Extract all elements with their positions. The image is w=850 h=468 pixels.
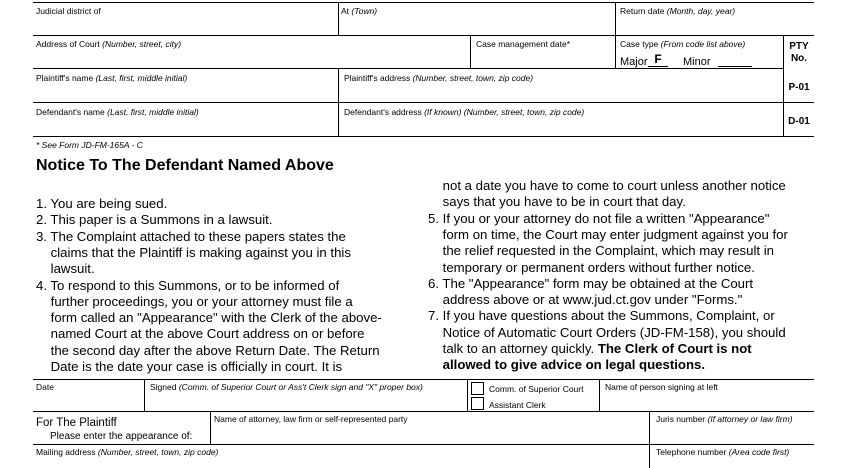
p01-code: P-01 xyxy=(788,82,810,93)
row3-bottom-line xyxy=(33,102,814,103)
bottom-top-line xyxy=(33,379,814,380)
attorney-name-label: Name of attorney, law firm or self-represented party xyxy=(214,414,408,424)
minor-field[interactable] xyxy=(718,53,752,67)
notice-line: 6. The "Appearance" form may be obtained at the Court xyxy=(428,275,754,291)
address-of-court-label: Address of Court (Number, street, city) xyxy=(36,39,182,49)
juris-number-field[interactable] xyxy=(650,424,813,443)
mailing-address-field[interactable] xyxy=(34,457,648,468)
date-field[interactable] xyxy=(34,392,143,410)
name-signing-label: Name of person signing at left xyxy=(605,382,718,392)
notice-line: 3. The Complaint attached to these papers states the xyxy=(36,228,346,244)
at-town-field[interactable] xyxy=(339,16,614,34)
signed-label: Signed (Comm. of Superior Court or Ass't Clerk sign and "X" proper box) xyxy=(150,382,423,392)
major-label: Major xyxy=(620,56,648,68)
judicial-district-field[interactable] xyxy=(34,16,337,34)
case-mgmt-date-label: Case management date* xyxy=(476,39,571,49)
notice-line: 7. If you have questions about the Summons, Complaint, or xyxy=(428,308,775,324)
defendant-name-field[interactable] xyxy=(34,117,337,135)
date-label: Date xyxy=(36,382,54,392)
notice-line: address above or at www.jud.ct.gov under "Forms." xyxy=(428,292,743,308)
notice-line: says that you have to be in court that day. xyxy=(428,194,686,210)
notice-line: form called an "Appearance" with the Clerk of the above- xyxy=(36,310,382,326)
notice-line: 5. If you or your attorney do not file a written "Appearance" xyxy=(428,210,770,226)
clerk-advice-bold-line: allowed to give advice on legal questions. xyxy=(428,357,706,373)
telephone-label: Telephone number (Area code first) xyxy=(656,447,790,457)
defendant-address-label: Defendant's address (If known) (Number, street, town, zip code) xyxy=(344,107,585,117)
notice-line: named Court at the above Court address on or before xyxy=(36,326,365,342)
plaintiff-address-field[interactable] xyxy=(339,83,782,101)
minor-label: Minor xyxy=(683,56,711,68)
row1-bottom-line xyxy=(33,35,814,36)
case-mgmt-date-field[interactable] xyxy=(471,49,614,67)
plaintiff-name-field[interactable] xyxy=(34,83,337,101)
see-form-note: * See Form JD-FM-165A - C xyxy=(36,140,143,150)
notice-line: form on time, the Court may enter judgment against you for xyxy=(428,226,788,242)
notice-line: the relief requested in the Complaint, which may result in xyxy=(428,243,774,259)
at-town-label: At (Town) xyxy=(341,6,378,16)
divider-signed-checks xyxy=(467,379,468,411)
mailing-address-label: Mailing address (Number, street, town, zip code) xyxy=(36,447,219,457)
notice-line: the second day after the above Return Date. The Return xyxy=(36,342,380,358)
notice-line: talk to an attorney quickly. The Clerk of Court is not xyxy=(428,341,752,356)
notice-line: 1. You are being sued. xyxy=(36,196,168,211)
comm-superior-checkbox[interactable] xyxy=(471,382,484,395)
divider-casemgmt-casetype xyxy=(615,35,616,68)
plaintiff-address-label: Plaintiff's address (Number, street, town, zip code) xyxy=(344,73,534,83)
plaintiff-name-label: Plaintiff's name (Last, first, middle initial) xyxy=(36,73,188,83)
top-border xyxy=(33,2,814,3)
case-type-label: Case type (From code list above) xyxy=(620,39,746,49)
notice-line: 2. This paper is a Summons in a lawsuit. xyxy=(36,212,273,228)
defendant-address-field[interactable] xyxy=(339,117,782,135)
judicial-district-label: Judicial district of xyxy=(36,6,101,16)
please-enter-label: Please enter the appearance of: xyxy=(50,431,193,442)
attorney-name-field[interactable] xyxy=(211,424,648,443)
notice-title: Notice To The Defendant Named Above xyxy=(36,157,334,174)
telephone-field[interactable] xyxy=(650,457,813,468)
row2-bottom-line xyxy=(33,68,783,69)
assistant-clerk-label: Assistant Clerk xyxy=(489,400,546,410)
d01-code: D-01 xyxy=(788,116,810,127)
bottom-low-line xyxy=(33,444,814,445)
notice-line: 4. To respond to this Summons, or to be informed of xyxy=(36,277,340,293)
name-signing-field[interactable] xyxy=(600,392,813,410)
row4-bottom-line xyxy=(33,136,814,137)
notice-line: claims that the Plaintiff is making against you in this xyxy=(36,244,351,260)
for-plaintiff-label: For The Plaintiff xyxy=(36,417,117,429)
notice-line: further proceedings, you or your attorney must file a xyxy=(36,293,353,309)
bottom-mid-line xyxy=(33,411,814,412)
clerk-advice-bold: The Clerk of Court is not xyxy=(597,341,752,356)
defendant-name-label: Defendant's name (Last, first, middle initial) xyxy=(36,107,199,117)
notice-line: lawsuit. xyxy=(36,261,95,277)
address-of-court-field[interactable] xyxy=(34,49,469,67)
notice-line: temporary or permanent orders without further notice. xyxy=(428,259,755,275)
major-field[interactable]: F xyxy=(648,53,668,67)
notice-line: not a date you have to come to court unless another notice xyxy=(428,178,786,193)
pty-header: PTY No. xyxy=(789,41,809,64)
notice-line: Date is the date your case is officially in court. It is xyxy=(36,359,343,374)
comm-superior-label: Comm. of Superior Court xyxy=(489,384,584,394)
notice-line: Notice of Automatic Court Orders (JD-FM-158), you should xyxy=(428,324,786,340)
assistant-clerk-checkbox[interactable] xyxy=(471,397,484,410)
return-date-label: Return date (Month, day, year) xyxy=(620,6,736,16)
return-date-field[interactable] xyxy=(616,16,813,34)
juris-number-label: Juris number (If attorney or law firm) xyxy=(656,414,793,424)
signature-field[interactable] xyxy=(145,392,466,410)
